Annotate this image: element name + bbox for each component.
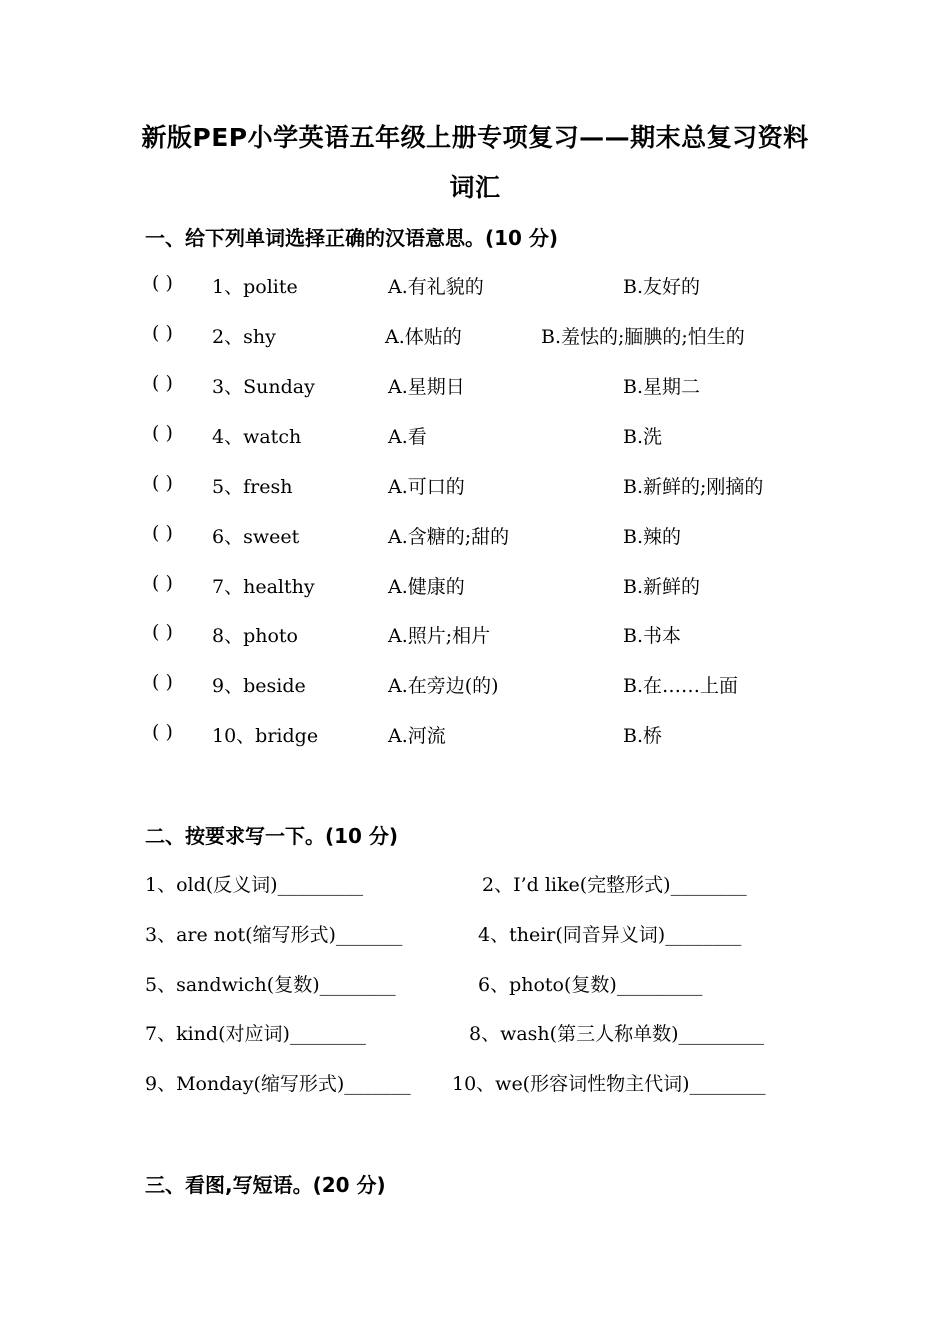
question-row — [0, 621, 950, 651]
option-b: B.星期二 — [623, 376, 701, 398]
fill-right: 10、we(形容词性物主代词)________ — [452, 1073, 766, 1095]
option-a: A.有礼貌的 — [388, 276, 484, 298]
option-b: B.新鲜的;刚摘的 — [623, 476, 764, 498]
answer-paren: ( ) — [152, 621, 173, 643]
fill-right: 2、I’d like(完整形式)________ — [482, 874, 747, 896]
answer-paren: ( ) — [152, 522, 173, 544]
question-word: 3、Sunday — [212, 376, 315, 398]
answer-paren: ( ) — [152, 721, 173, 743]
answer-paren: ( ) — [152, 671, 173, 693]
section1-heading: 一、给下列单词选择正确的汉语意思。(10 分) — [145, 226, 559, 250]
answer-paren: ( ) — [152, 272, 173, 294]
fill-left: 7、kind(对应词)________ — [145, 1023, 366, 1045]
fill-right: 8、wash(第三人称单数)_________ — [469, 1023, 764, 1045]
option-a: A.河流 — [388, 725, 446, 747]
answer-paren: ( ) — [152, 422, 173, 444]
section2-heading: 二、按要求写一下。(10 分) — [145, 824, 399, 848]
question-word: 8、photo — [212, 625, 299, 647]
option-b: B.桥 — [623, 725, 663, 747]
question-row — [0, 572, 950, 602]
fill-row — [0, 920, 950, 950]
question-word: 7、healthy — [212, 576, 315, 598]
answer-paren: ( ) — [152, 572, 173, 594]
question-row — [0, 472, 950, 502]
document-subtitle: 词汇 — [449, 173, 501, 202]
option-b: B.洗 — [623, 426, 663, 448]
fill-left: 1、old(反义词)_________ — [145, 874, 364, 896]
option-a: A.可口的 — [388, 476, 465, 498]
fill-row — [0, 870, 950, 900]
question-row — [0, 522, 950, 552]
question-row — [0, 372, 950, 402]
fill-left: 9、Monday(缩写形式)_______ — [145, 1073, 411, 1095]
fill-left: 5、sandwich(复数)________ — [145, 974, 396, 996]
question-word: 10、bridge — [212, 725, 319, 747]
question-row — [0, 322, 950, 352]
question-word: 1、polite — [212, 276, 298, 298]
question-word: 4、watch — [212, 426, 302, 448]
fill-row — [0, 1069, 950, 1099]
option-a: A.健康的 — [388, 576, 465, 598]
option-b: B.在……上面 — [623, 675, 739, 697]
question-word: 6、sweet — [212, 526, 300, 548]
option-a: A.体贴的 — [385, 326, 462, 348]
fill-left: 3、are not(缩写形式)_______ — [145, 924, 403, 946]
option-a: A.照片;相片 — [388, 625, 491, 647]
fill-row — [0, 970, 950, 1000]
section3-heading: 三、看图,写短语。(20 分) — [145, 1173, 386, 1197]
answer-paren: ( ) — [152, 472, 173, 494]
document-title: 新版PEP小学英语五年级上册专项复习——期末总复习资料 — [141, 123, 809, 152]
question-row — [0, 721, 950, 751]
answer-paren: ( ) — [152, 372, 173, 394]
fill-right: 6、photo(复数)_________ — [478, 974, 703, 996]
option-b: B.辣的 — [623, 526, 682, 548]
option-b: B.羞怯的;腼腆的;怕生的 — [541, 326, 745, 348]
question-word: 9、beside — [212, 675, 306, 697]
option-a: A.星期日 — [388, 376, 465, 398]
option-b: B.新鲜的 — [623, 576, 701, 598]
answer-paren: ( ) — [152, 322, 173, 344]
question-row — [0, 272, 950, 302]
option-b: B.书本 — [623, 625, 682, 647]
question-word: 2、shy — [212, 326, 276, 348]
question-row — [0, 671, 950, 701]
fill-right: 4、their(同音异义词)________ — [478, 924, 742, 946]
fill-row — [0, 1019, 950, 1049]
option-b: B.友好的 — [623, 276, 701, 298]
question-row — [0, 422, 950, 452]
option-a: A.含糖的;甜的 — [388, 526, 510, 548]
option-a: A.在旁边(的) — [388, 675, 499, 697]
question-word: 5、fresh — [212, 476, 293, 498]
option-a: A.看 — [388, 426, 427, 448]
